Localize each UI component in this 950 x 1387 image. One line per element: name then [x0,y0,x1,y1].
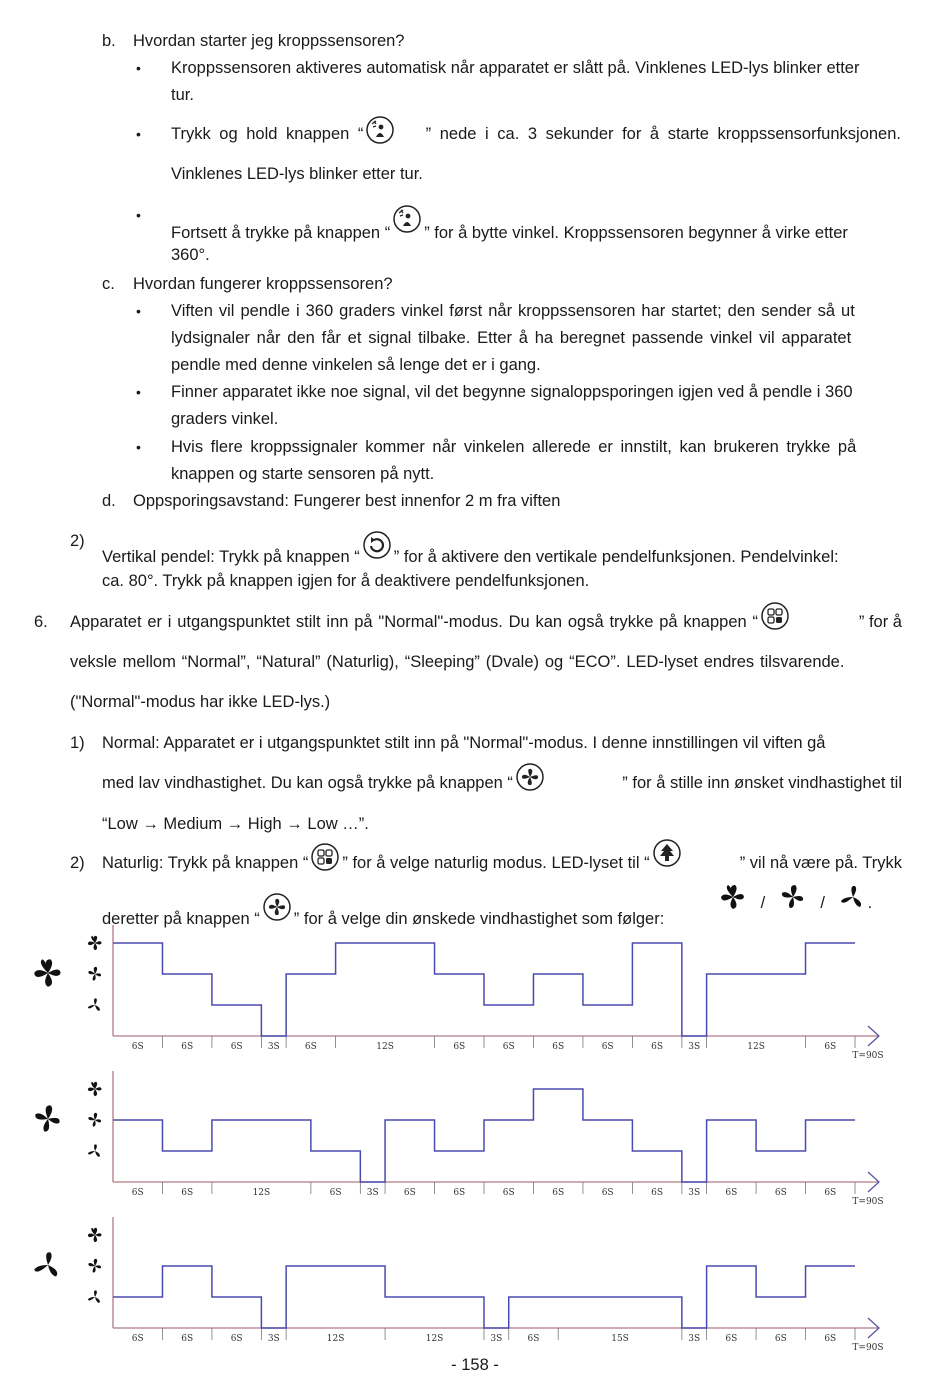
bullet: • [136,60,141,76]
duration-label: 3S [267,1042,280,1052]
fan-speed-icon [515,762,545,792]
duration-label: 6S [502,1188,515,1198]
duration-label: 12S [326,1334,345,1344]
level-icon [88,1290,100,1303]
text-segment: ” for å velge din ønskede vindhastighet som følger: [293,910,665,928]
separator: / [820,894,825,912]
duration-label: 6S [774,1334,787,1344]
section-b-bullet2-line2: Vinklenes LED-lys blinker etter tur. [171,165,423,183]
period: . [867,894,873,912]
chart-speed-icon [35,1105,59,1131]
timing-chart-1 [34,925,883,1061]
section-d-marker: d. [102,492,116,510]
text-segment: Vertikal pendel: Trykk på knappen “ [102,548,360,566]
duration-label: 6S [329,1188,342,1198]
duration-label: 6S [725,1334,738,1344]
duration-label: 15S [611,1334,629,1344]
item-6-line3: ("Normal"-modus har ikke LED-lys.) [70,693,331,711]
end-time-label: T=90S [852,1197,884,1207]
section-c-bullet3-line2: knappen og starte sensoren på nytt. [171,465,435,483]
sub-1-line2 [102,772,902,794]
sub-1-line1: Normal: Apparatet er i utgangspunktet stilt inn på "Normal"-modus. I denne innstillingen vil viften gå [102,734,826,752]
section-b-bullet3-line1 [171,204,848,244]
duration-label: 6S [502,1042,515,1052]
duration-label: 6S [527,1334,540,1344]
duration-label: 6S [181,1188,194,1198]
bullet: • [136,207,141,223]
text-segment: ” for å aktivere den vertikale pendelfunksjonen. Pendelvinkel: [393,548,839,566]
section-b-marker: b. [102,32,116,50]
end-time-label: T=90S [852,1051,884,1061]
duration-label: 6S [131,1334,144,1344]
section-c-bullet1-line1: Viften vil pendle i 360 graders vinkel først når kroppssensoren har startet; den sender så ut [171,302,855,320]
duration-label: 6S [824,1042,837,1052]
natural-mode-tree-icon [652,838,682,868]
item-6-marker: 6. [34,613,48,631]
duration-label: 6S [601,1188,614,1198]
section-c-bullet2-line2: graders vinkel. [171,410,279,428]
speed-trace [113,1266,855,1328]
section-c-marker: c. [102,275,115,293]
mode-icon [310,842,340,872]
duration-label: 6S [181,1334,194,1344]
duration-label: 6S [601,1042,614,1052]
level-icon [88,998,100,1011]
text-segment: Apparatet er i utgangspunktet stilt inn på "Normal"-modus. Du kan også trykke på knappen “ [70,613,758,631]
timing-chart-3 [34,1217,883,1353]
timing-chart-2 [35,1071,883,1207]
text-segment: ” vil nå være på. Trykk [739,854,902,872]
level-icon [88,1144,100,1157]
section-d-text: Oppsporingsavstand: Fungerer best innenfor 2 m fra viften [133,492,561,510]
level-icon [88,1082,102,1096]
duration-label: 3S [267,1334,280,1344]
section-c-title: Hvordan fungerer kroppssensoren? [133,275,393,293]
section-c-bullet1-line2: lydsignaler når den får et signal tilbake. Etter å ha beregnet passende vinkel vil apparatet [171,329,852,347]
section-b-bullet1-line2: tur. [171,86,194,104]
duration-label: 6S [453,1188,466,1198]
duration-label: 6S [453,1042,466,1052]
level-icon [88,967,101,981]
sub-2-line1 [102,852,902,874]
section-c-bullet3-line1: Hvis flere kroppssignaler kommer når vinkelen allerede er innstilt, kan brukeren trykke på [171,438,857,456]
chart-speed-icon [34,959,60,987]
sub-2-marker: 2) [70,854,85,872]
duration-label: 6S [230,1042,243,1052]
level-icon [88,1228,102,1242]
section-b-bullet2-line1 [171,123,901,145]
fan-medium-icon [778,882,808,912]
section-b-bullet3-line2: 360°. [171,246,210,264]
duration-label: 6S [774,1188,787,1198]
duration-label: 6S [725,1188,738,1198]
duration-label: 3S [688,1042,701,1052]
bullet: • [136,384,141,400]
text-segment: ” for å stille inn ønsket vindhastighet til [622,774,902,792]
duration-label: 3S [366,1188,379,1198]
mode-icon [760,601,790,631]
vertical-swing-icon [362,530,392,560]
section-c-bullet1-line3: pendle med denne vinkelen så lenge det er i gang. [171,356,541,374]
end-time-label: T=90S [852,1343,884,1353]
duration-label: 6S [131,1042,144,1052]
body-sensor-icon [392,204,422,234]
item-2-line2: ca. 80°. Trykk på knappen igjen for å deaktivere pendelfunksjonen. [102,572,590,590]
fan-low-icon [838,882,868,912]
item-2-line1 [102,530,839,568]
bullet: • [136,126,141,142]
duration-label: 3S [688,1188,701,1198]
duration-label: 3S [688,1334,701,1344]
body-sensor-icon [365,115,395,145]
item-6-line1 [70,611,902,633]
speed-trace [113,1089,855,1182]
level-icon [88,1259,101,1273]
text-segment: Fortsett å trykke på knappen “ [171,224,391,242]
speed-sequence [718,882,872,914]
text-segment: ” for å bytte vinkel. Kroppssensoren begynner å virke etter [424,224,848,242]
text-segment: ” for å velge naturlig modus. LED-lyset til “ [342,854,650,872]
text-segment: Naturlig: Trykk på knappen “ [102,854,309,872]
duration-label: 6S [181,1042,194,1052]
section-b-bullet1-line1: Kroppssensoren aktiveres automatisk når apparatet er slått på. Vinklenes LED-lys blinker etter [171,59,860,77]
text-segment: ” nede i ca. 3 sekunder for å starte kroppssensorfunksjonen. [425,125,901,143]
duration-label: 12S [252,1188,271,1198]
duration-label: 3S [490,1334,503,1344]
fan-high-icon [718,882,748,912]
duration-label: 6S [230,1334,243,1344]
duration-label: 6S [304,1042,317,1052]
text-segment: Trykk og hold knappen “ [171,125,364,143]
sub-1-line3: “Low → Medium → High → Low …”. [102,815,369,833]
duration-label: 6S [651,1042,664,1052]
sub-1-marker: 1) [70,734,85,752]
duration-label: 12S [747,1042,765,1052]
bullet: • [136,303,141,319]
item-6-line2: veksle mellom “Normal”, “Natural” (Naturlig), “Sleeping” (Dvale) og “ECO”. LED-lyset endres tilsvarende. [70,653,845,671]
item-2-marker: 2) [70,532,85,550]
text-segment: med lav vindhastighet. Du kan også trykke på knappen “ [102,774,513,792]
bullet: • [136,439,141,455]
separator: / [760,894,766,912]
page-number: - 158 - [451,1356,499,1374]
text-segment: deretter på knappen “ [102,910,260,928]
duration-label: 6S [552,1042,565,1052]
speed-trace [113,943,855,1036]
section-b-title: Hvordan starter jeg kroppssensoren? [133,32,405,50]
duration-label: 6S [403,1188,416,1198]
duration-label: 6S [651,1188,664,1198]
level-icon [88,1113,101,1127]
natural-mode-timing-diagram [0,915,950,1355]
duration-label: 6S [552,1188,565,1198]
duration-label: 6S [824,1188,837,1198]
duration-label: 12S [425,1334,444,1344]
text-segment: ” for å [858,613,902,631]
chart-speed-icon [34,1252,57,1276]
section-c-bullet2-line1: Finner apparatet ikke noe signal, vil det begynne signaloppsporingen igjen ved å pendle i 360 [171,383,853,401]
duration-label: 6S [131,1188,144,1198]
level-icon [88,936,102,950]
duration-label: 6S [824,1334,837,1344]
duration-label: 12S [376,1042,394,1052]
